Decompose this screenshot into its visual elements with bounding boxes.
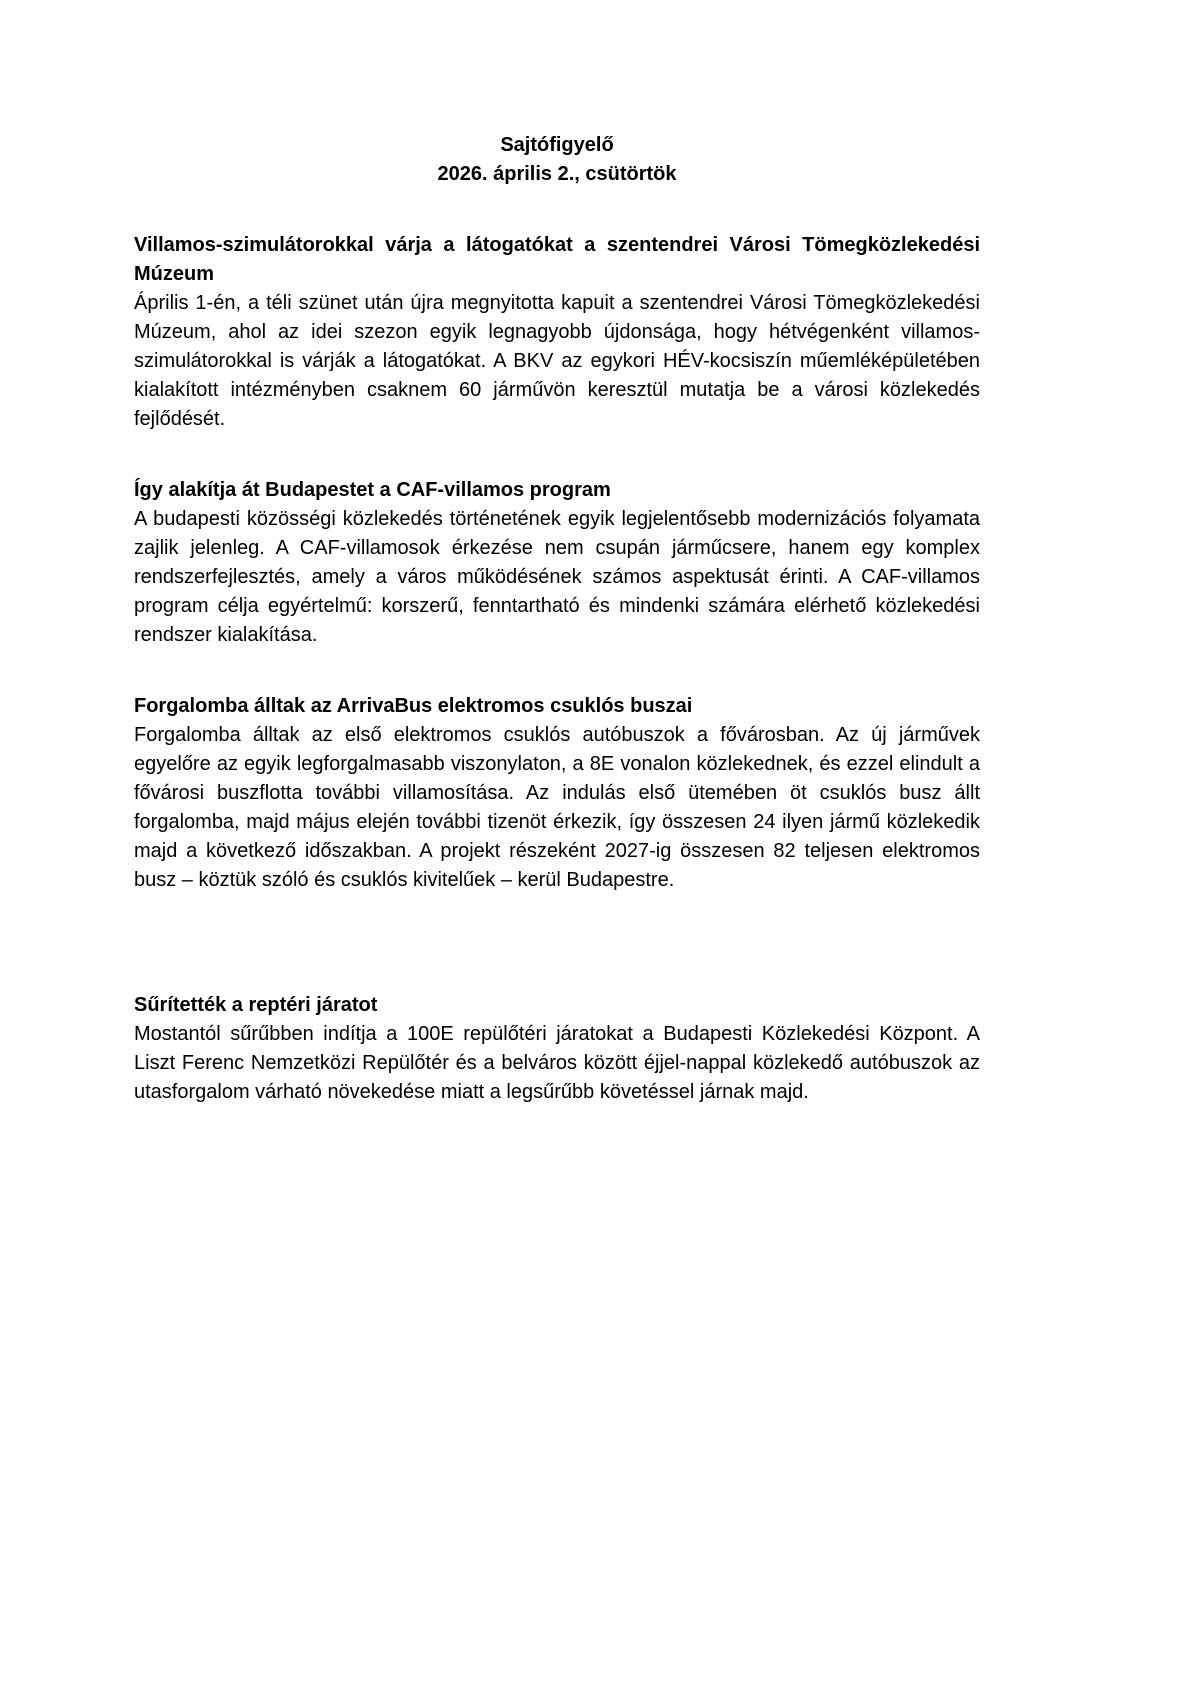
section-museum-heading: Villamos-szimulátorokkal várja a látogatókat a szentendrei Városi Tömegközlekedési Múzeum: [134, 234, 980, 285]
section-arrivabus-heading: Forgalomba álltak az ArrivaBus elektromos csuklós buszai: [134, 695, 693, 717]
section-airport-line: [134, 991, 980, 1107]
section-caf-program: [134, 476, 980, 650]
section-caf-program-heading: Így alakítja át Budapestet a CAF-villamos program: [134, 479, 611, 501]
section-museum-body: Április 1-én, a téli szünet után újra megnyitotta kapuit a szentendrei Városi Tömegközlekedési Múzeum, ahol az idei szezon egyik legnagyobb újdonsága, hogy hétvégenként villamos-szimulátorokkal is várják a látogatókat. A BKV az egykori HÉV-kocsiszín műemléképületében kialakított intézményben csaknem 60 járművön keresztül mutatja be a városi közlekedés fejlődését.: [134, 292, 980, 430]
section-arrivabus: [134, 692, 980, 895]
document-date: 2026. április 2., csütörtök: [437, 163, 677, 185]
section-arrivabus-body: Forgalomba álltak az első elektromos csuklós autóbuszok a fővárosban. Az új járművek egyelőre az egyik legforgalmasabb viszonylaton, a 8E vonalon közlekednek, és ezzel elindult a fővárosi buszflotta további villamosítása. Az indulás első ütemében öt csuklós busz állt forgalomba, majd május elején további tizenöt érkezik, így összesen 24 ilyen jármű közlekedik majd a következő időszakban. A projekt részeként 2027-ig összesen 82 teljesen elektromos busz – köztük szóló és csuklós kivitelűek – kerül Budapestre.: [134, 724, 980, 891]
section-caf-program-body: A budapesti közösségi közlekedés történetének egyik legjelentősebb modernizációs folyamata zajlik jelenleg. A CAF-villamosok érkezése nem csupán járműcsere, hanem egy komplex rendszerfejlesztés, amely a város működésének számos aspektusát érinti. A CAF-villamos program célja egyértelmű: korszerű, fenntartható és mindenki számára elérhető közlekedési rendszer kialakítása.: [134, 508, 980, 646]
section-museum: [134, 231, 980, 434]
document-title: Sajtófigyelő: [500, 134, 614, 156]
section-airport-line-heading: Sűrítették a reptéri járatot: [134, 994, 378, 1016]
section-airport-line-body: Mostantól sűrűbben indítja a 100E repülőtéri járatokat a Budapesti Közlekedési Központ. A Liszt Ferenc Nemzetközi Repülőtér és a belváros között éjjel-nappal közlekedő autóbuszok az utasforgalom várható növekedése miatt a legsűrűbb követéssel járnak majd.: [134, 1023, 980, 1103]
